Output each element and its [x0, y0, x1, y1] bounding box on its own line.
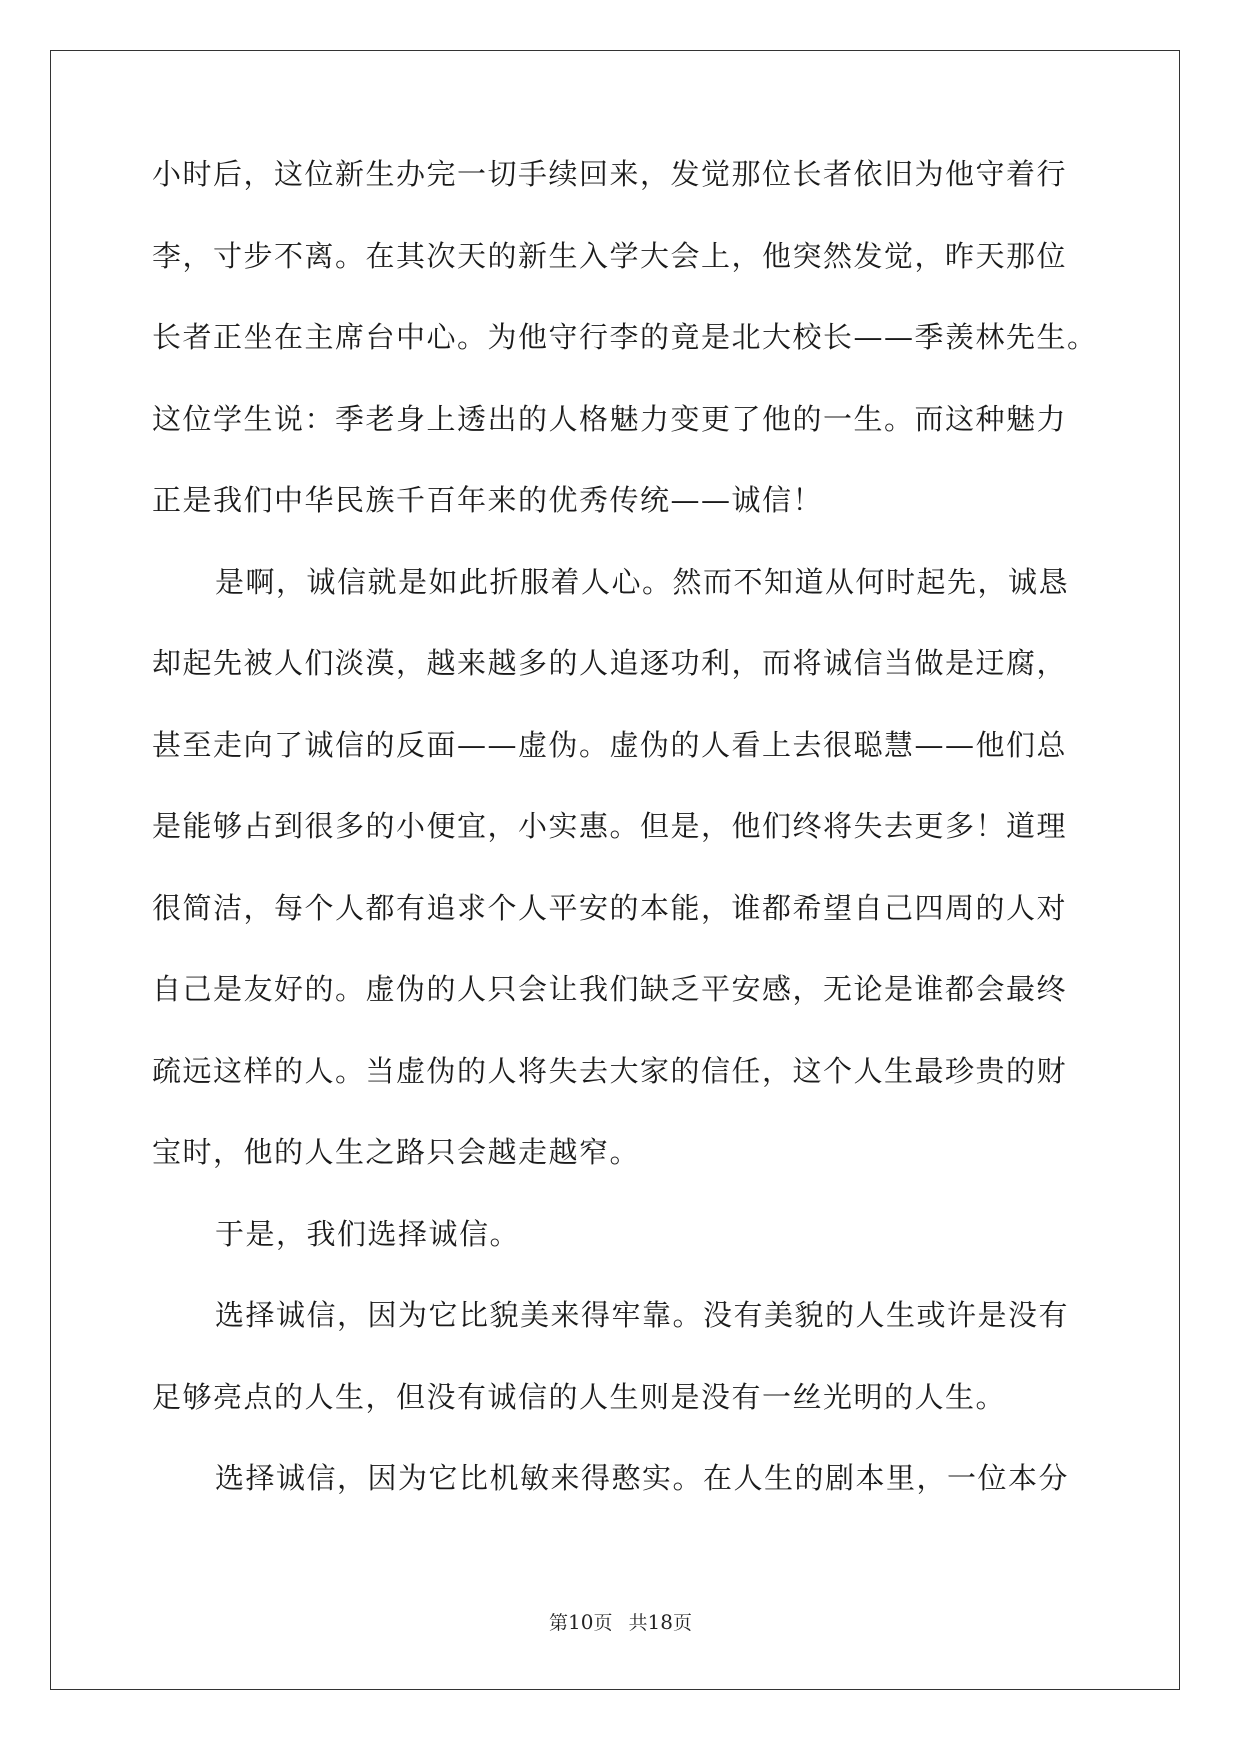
total-suffix: 页 — [672, 1612, 692, 1634]
page-footer — [0, 1608, 1241, 1635]
body-line: 宝时，他的人生之路只会越走越窄。 — [152, 1135, 641, 1169]
body-line: 很简洁，每个人都有追求个人平安的本能，谁都希望自己四周的人对 — [152, 890, 1068, 925]
body-line: 自己是友好的。虚伪的人只会让我们缺乏平安感，无论是谁都会最终 — [152, 972, 1068, 1006]
body-line: 长者正坐在主席台中心。为他守行李的竟是北大校长——季羡林先生。 — [152, 320, 1098, 354]
body-line: 这位学生说：季老身上透出的人格魅力变更了他的一生。而这种魅力 — [152, 401, 1068, 436]
body-line: 正是我们中华民族千百年来的优秀传统——诚信！ — [152, 483, 824, 517]
total-prefix: 共 — [628, 1612, 648, 1634]
body-line: 却起先被人们淡漠，越来越多的人追逐功利，而将诚信当做是迂腐， — [152, 646, 1068, 680]
body-line: 甚至走向了诚信的反面——虚伪。虚伪的人看上去很聪慧——他们总 — [152, 727, 1068, 762]
paragraph-start-line: 选择诚信，因为它比貌美来得牢靠。没有美貌的人生或许是没有 — [215, 1298, 1070, 1332]
body-line: 足够亮点的人生，但没有诚信的人生则是没有一丝光明的人生。 — [152, 1379, 1007, 1414]
body-line: 疏远这样的人。当虚伪的人将失去大家的信任，这个人生最珍贵的财 — [152, 1053, 1068, 1088]
page-total-number: 18 — [647, 1610, 673, 1634]
paragraph-start-line: 选择诚信，因为它比机敏来得憨实。在人生的剧本里，一位本分 — [215, 1461, 1070, 1495]
paragraph-start-line: 是啊，诚信就是如此折服着人心。然而不知道从何时起先，诚恳 — [215, 564, 1070, 599]
page-suffix: 页 — [593, 1612, 613, 1634]
page-current-number: 10 — [568, 1610, 594, 1634]
page-prefix: 第 — [549, 1612, 569, 1634]
body-line: 李，寸步不离。在其次天的新生入学大会上，他突然发觉，昨天那位 — [152, 238, 1068, 273]
body-line: 小时后，这位新生办完一切手续回来，发觉那位长者依旧为他守着行 — [152, 157, 1068, 191]
body-line: 是能够占到很多的小便宜，小实惠。但是，他们终将失去更多！道理 — [152, 809, 1068, 843]
document-body — [152, 155, 1107, 1541]
paragraph-start-line: 于是，我们选择诚信。 — [215, 1216, 521, 1251]
